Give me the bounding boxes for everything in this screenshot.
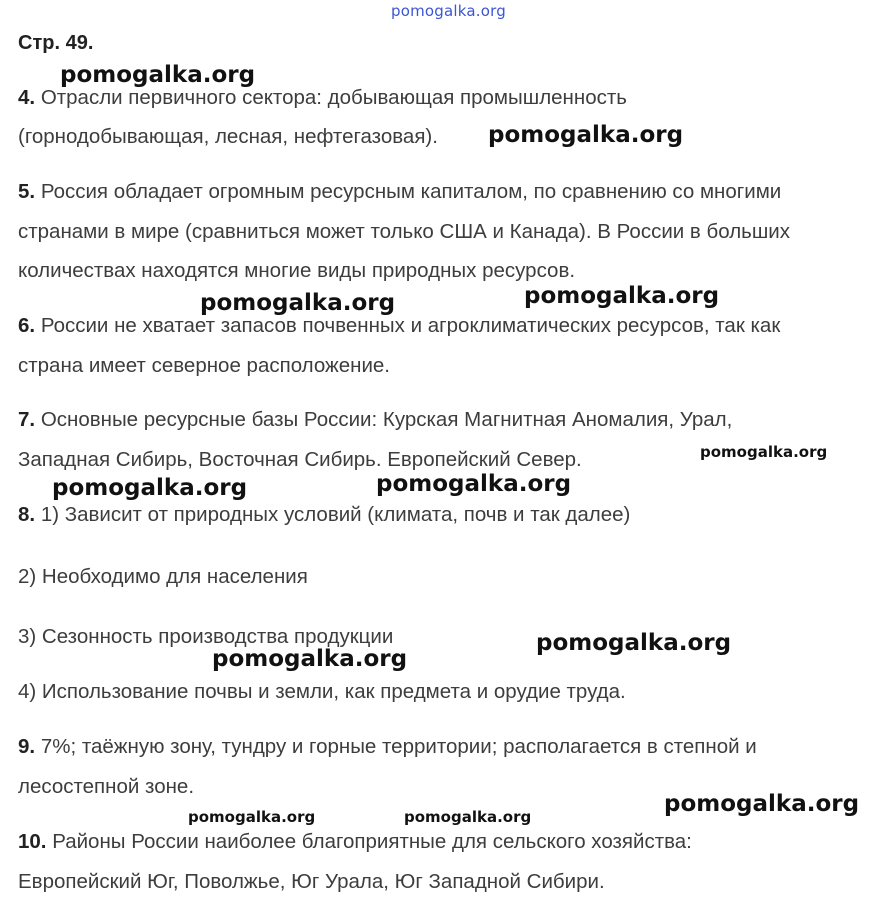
watermark: pomogalka.org (488, 122, 684, 148)
answer-8-line-1 (18, 503, 630, 527)
answer-6-text: России не хватает запасов почвенных и агроклиматических ресурсов, так как (40, 314, 781, 337)
answer-4-line-1 (18, 86, 627, 110)
answer-5-line-2: странами в мире (сравниться может только США и Канада). В России в больших (18, 220, 790, 243)
answer-8-text: 1) Зависит от природных условий (климата, почв и так далее) (40, 503, 631, 526)
watermark: pomogalka.org (536, 630, 732, 656)
answer-4-number: 4. (18, 86, 36, 109)
page-label: Стр. 49. (18, 32, 94, 54)
answer-9-line-1 (18, 735, 757, 759)
watermark: pomogalka.org (664, 791, 860, 817)
answer-9-number: 9. (18, 735, 36, 758)
watermark: pomogalka.org (200, 290, 396, 316)
answer-7-line-1 (18, 408, 732, 432)
answer-6-line-2: страна имеет северное расположение. (18, 354, 390, 377)
answer-8-line-2: 2) Необходимо для населения (18, 565, 308, 588)
answer-10-line-2: Европейский Юг, Поволжье, Юг Урала, Юг Западной Сибири. (18, 870, 605, 893)
answer-10-line-1 (18, 830, 692, 854)
answer-5-text: Россия обладает огромным ресурсным капиталом, по сравнению со многими (40, 180, 782, 203)
watermark: pomogalka.org (376, 471, 572, 497)
answer-5-line-1 (18, 180, 781, 204)
watermark: pomogalka.org (404, 808, 532, 826)
answer-10-text: Районы России наиболее благоприятные для сельского хозяйства: (52, 830, 692, 853)
answer-8-line-4: 4) Использование почвы и земли, как предмета и орудие труда. (18, 680, 626, 703)
answer-7-text: Основные ресурсные базы России: Курская Магнитная Аномалия, Урал, (40, 408, 733, 431)
answer-6-number: 6. (18, 314, 36, 337)
answer-5-number: 5. (18, 180, 36, 203)
answer-8-number: 8. (18, 503, 36, 526)
answer-9-text: 7%; таёжную зону, тундру и горные территории; располагается в степной и (40, 735, 757, 758)
header-watermark: pomogalka.org (391, 2, 506, 20)
answer-7-line-2: Западная Сибирь, Восточная Сибирь. Европейский Север. (18, 448, 582, 471)
answer-8-line-3: 3) Сезонность производства продукции (18, 625, 394, 648)
watermark: pomogalka.org (212, 646, 408, 672)
watermark: pomogalka.org (700, 443, 828, 461)
watermark: pomogalka.org (52, 475, 248, 501)
watermark: pomogalka.org (188, 808, 316, 826)
answer-7-number: 7. (18, 408, 36, 431)
answer-4-text: Отрасли первичного сектора: добывающая промышленность (40, 86, 627, 109)
watermark: pomogalka.org (60, 62, 256, 88)
answer-4-line-2: (горнодобывающая, лесная, нефтегазовая). (18, 125, 438, 148)
answer-5-line-3: количествах находятся многие виды природных ресурсов. (18, 259, 576, 282)
answer-10-number: 10. (18, 830, 47, 853)
answer-6-line-1 (18, 314, 780, 338)
answer-9-line-2: лесостепной зоне. (18, 775, 195, 798)
watermark: pomogalka.org (524, 283, 720, 309)
